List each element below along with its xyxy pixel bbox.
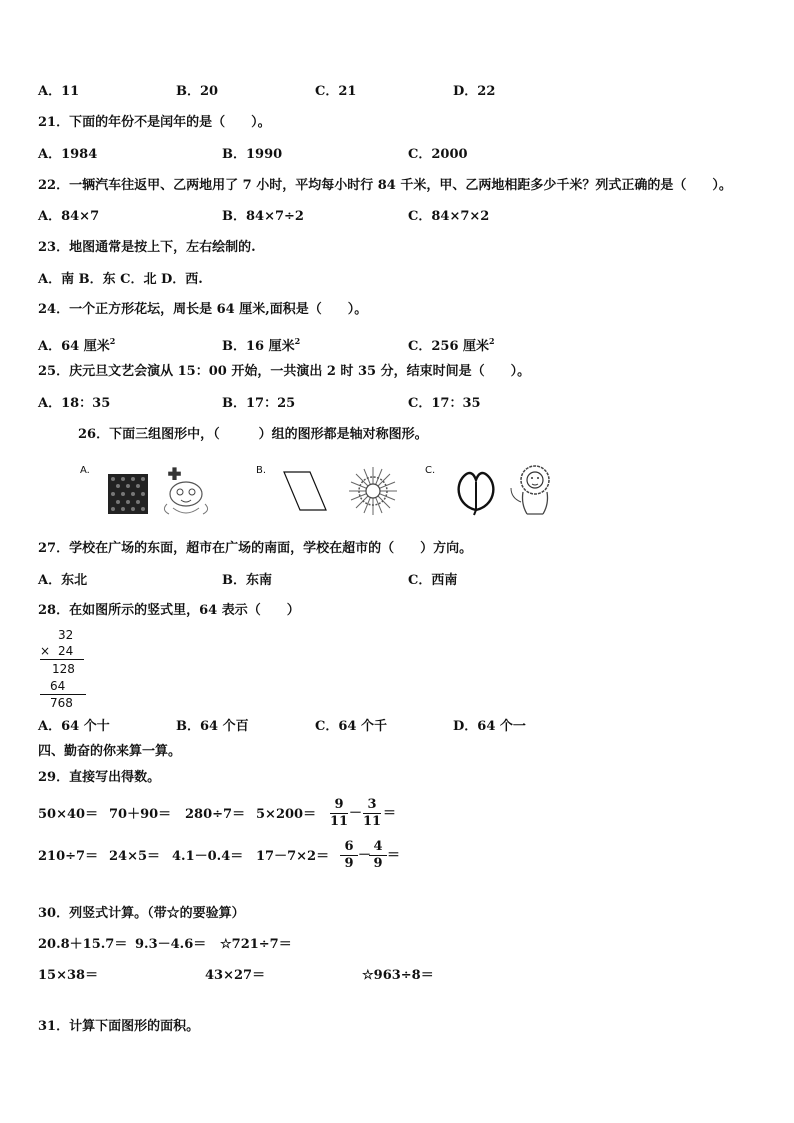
- figure-label-b: B.: [256, 465, 267, 476]
- partial-product-1: 128: [52, 662, 75, 676]
- rule-line: [40, 659, 84, 660]
- calc-item: ☆721÷7＝: [220, 937, 292, 952]
- minus-sign: －: [358, 848, 372, 863]
- rhombus-shape: [280, 468, 330, 514]
- calc-item: 280÷7＝: [185, 807, 246, 822]
- option-a: A．1984: [38, 147, 98, 162]
- fraction: $\frac{9}{11}$: [330, 797, 349, 829]
- question-27: 27．学校在广场的东面，超市在广场的南面，学校在超市的（ ）方向。: [38, 541, 473, 556]
- question-31: 31．计算下面图形的面积。: [38, 1019, 200, 1034]
- option-d: D．64 个一: [453, 719, 526, 734]
- option-c: C．256 厘米$^2$: [408, 336, 495, 354]
- option-b: B．16 厘米$^2$: [222, 336, 301, 354]
- equals-sign: ＝: [387, 848, 401, 863]
- calc-item: 50×40＝: [38, 807, 99, 822]
- option-b: B．64 个百: [176, 719, 249, 734]
- option-b: B．20: [176, 84, 219, 99]
- option-c: C．17：35: [408, 396, 481, 411]
- question-22: 22．一辆汽车往返甲、乙两地用了 7 小时，平均每小时行 84 千米，甲、乙两地相距多少千米？列式正确的是（ ）。: [38, 178, 732, 193]
- option-c: C．西南: [408, 573, 458, 588]
- calc-item: 20.8＋15.7＝: [38, 937, 128, 952]
- fraction: $\frac{6}{9}$: [340, 839, 358, 872]
- question-28: 28．在如图所示的竖式里，64 表示（ ）: [38, 603, 300, 618]
- question-25: 25．庆元旦文艺会演从 15：00 开始，一共演出 2 时 35 分，结束时间是（ ）。: [38, 364, 531, 379]
- calc-item: 15×38＝: [38, 968, 99, 983]
- lion-image: [505, 462, 563, 520]
- multiplicand: 32: [58, 628, 74, 642]
- option-b: B．东南: [222, 573, 272, 588]
- question-30: 30．列竖式计算。（带☆的要验算）: [38, 906, 245, 921]
- option-c: C．64 个千: [315, 719, 387, 734]
- calc-item: 24×5＝: [109, 849, 161, 864]
- option-a: A．东北: [38, 573, 88, 588]
- calc-item: 210÷7＝: [38, 849, 99, 864]
- patterned-square-image: [108, 474, 148, 514]
- cartoon-nurse-image: [155, 466, 217, 516]
- question-23-options: A．南 B．东 C．北 D．西.: [38, 272, 203, 287]
- calc-item: 43×27＝: [205, 968, 266, 983]
- figure-label-a: A.: [80, 465, 90, 476]
- option-a: A．11: [38, 84, 80, 99]
- calc-item: 5×200＝: [256, 807, 317, 822]
- partial-product-2: 64: [50, 679, 66, 693]
- question-26: 26．下面三组图形中，（ ）组的图形都是轴对称图形。: [78, 427, 428, 442]
- equals-sign: ＝: [383, 806, 397, 821]
- fraction: $\frac{3}{11}$: [363, 797, 382, 829]
- minus-sign: －: [349, 806, 363, 821]
- option-c: C．21: [315, 84, 357, 99]
- leaf-shape: [452, 466, 500, 516]
- multiplier: 24: [58, 644, 74, 658]
- calc-item: ☆963÷8＝: [362, 968, 434, 983]
- question-21: 21．下面的年份不是闰年的是（ ）。: [38, 115, 271, 130]
- rule-line: [40, 694, 86, 695]
- option-a: A．18：35: [38, 396, 111, 411]
- section-heading: 四、勤奋的你来算一算。: [38, 744, 182, 759]
- question-29: 29．直接写出得数。: [38, 770, 161, 785]
- option-a: A．84×7: [38, 209, 100, 224]
- option-b: B．17：25: [222, 396, 296, 411]
- times-sign: ×: [40, 644, 51, 658]
- question-23: 23．地图通常是按上下，左右绘制的.: [38, 240, 256, 255]
- fraction: $\frac{4}{9}$: [369, 839, 387, 872]
- sunburst-pattern: [348, 466, 398, 516]
- calc-item: 17－7×2＝: [256, 849, 330, 864]
- calc-item: 70＋90＝: [109, 807, 172, 822]
- option-a: A．64 个十: [38, 719, 110, 734]
- calc-item: 4.1－0.4＝: [172, 849, 244, 864]
- option-b: B．1990: [222, 147, 283, 162]
- option-a: A．64 厘米$^2$: [38, 336, 116, 354]
- option-c: C．84×7×2: [408, 209, 490, 224]
- question-24: 24．一个正方形花坛，周长是 64 厘米,面积是（ ）。: [38, 302, 368, 317]
- option-c: C．2000: [408, 147, 468, 162]
- product: 768: [50, 696, 73, 710]
- figure-label-c: C.: [425, 465, 436, 476]
- calc-item: 9.3－4.6＝: [135, 937, 207, 952]
- option-b: B．84×7÷2: [222, 209, 304, 224]
- option-d: D．22: [453, 84, 496, 99]
